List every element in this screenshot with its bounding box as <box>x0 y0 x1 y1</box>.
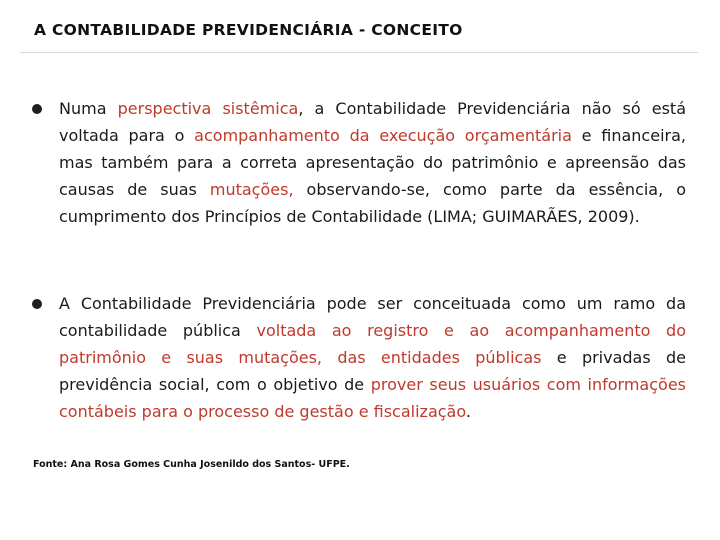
highlighted-text-segment: prover seus usuários com informações contábeis para o processo de gestão e fiscalização <box>59 375 687 421</box>
bullet-paragraph <box>59 290 686 425</box>
bullet-dot-icon <box>32 299 42 309</box>
highlighted-text-segment: mutações, <box>209 180 294 199</box>
slide-title: A CONTABILIDADE PREVIDENCIÁRIA - CONCEITO <box>34 21 463 39</box>
text-segment: e privadas de previdência social, com o objetivo de <box>59 348 686 394</box>
highlighted-text-segment: perspectiva sistêmica <box>117 99 299 118</box>
text-segment: A Contabilidade Previdenciária pode ser conceituada como um ramo da contabilidade pública <box>59 294 686 340</box>
text-segment: . <box>465 402 471 421</box>
text-segment: e financeira, mas também para a correta apresentação do patrimônio e apreensão das causas de suas <box>59 126 686 199</box>
source-citation: Fonte: Ana Rosa Gomes Cunha Josenildo dos Santos- UFPE. <box>33 459 350 470</box>
text-segment: Numa <box>59 99 118 118</box>
bullet-paragraph <box>59 95 686 230</box>
bullet-dot-icon <box>32 104 42 114</box>
highlighted-text-segment: acompanhamento da execução orçamentária <box>194 126 572 145</box>
title-divider <box>20 52 698 53</box>
highlighted-text-segment: voltada ao registro e ao acompanhamento do patrimônio e suas mutações, das entidades públicas <box>59 321 686 367</box>
text-segment: , a Contabilidade Previdenciária não só está voltada para o <box>59 99 686 145</box>
text-segment: observando-se, como parte da essência, o cumprimento dos Princípios de Contabilidade (LIMA; GUIMARÃES, 2009). <box>59 180 686 226</box>
